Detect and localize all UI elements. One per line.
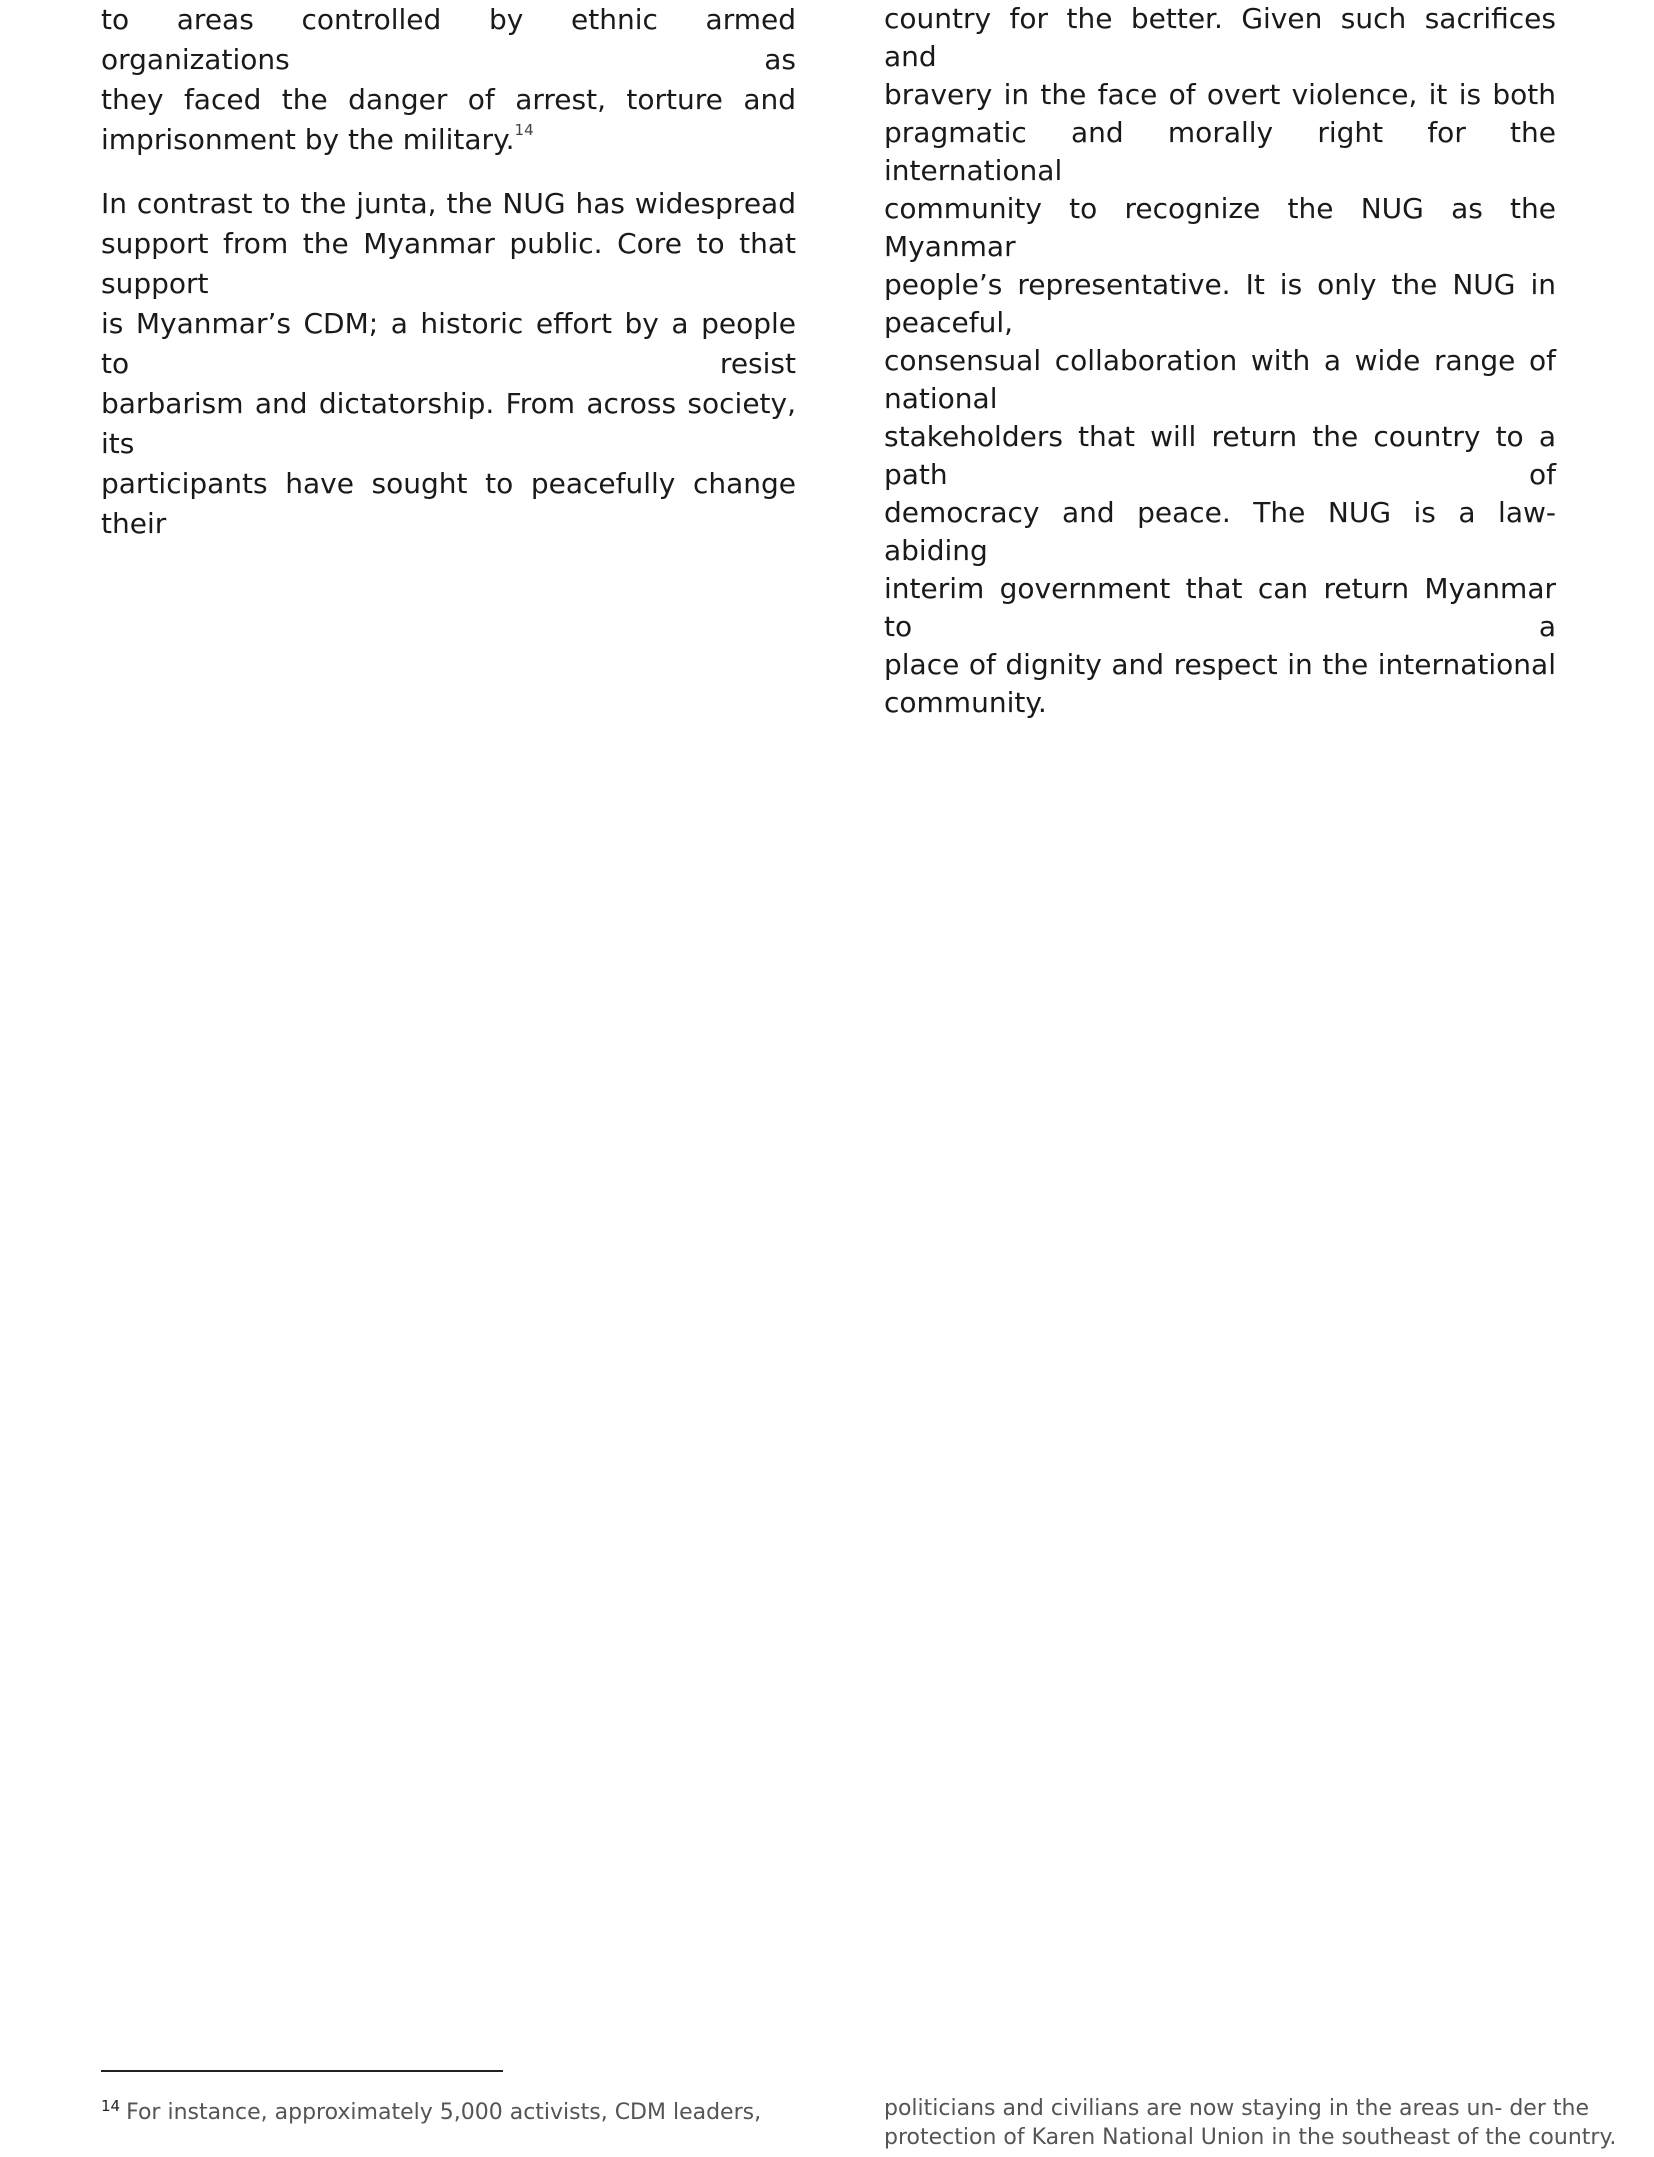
text-line: they faced the danger of arrest, torture and [101, 83, 796, 116]
text-line: place of dignity and respect in the international [884, 648, 1556, 681]
text-line: stakeholders that will return the country to a path of [884, 420, 1556, 491]
left-text-column [101, 0, 796, 568]
footnote-text: For instance, approximately 5,000 activists, CDM leaders, [126, 2100, 762, 2125]
text-line: support from the Myanmar public. Core to that support [101, 227, 796, 300]
text-line-with-footnote [101, 120, 796, 160]
text-line: to areas controlled by ethnic armed organizations as [101, 3, 796, 76]
footnote-14-left [101, 2098, 801, 2127]
right-paragraph-1 [884, 0, 1556, 722]
text-line: democracy and peace. The NUG is a law-abiding [884, 496, 1556, 567]
text-line: participants have sought to peacefully change their [101, 467, 796, 540]
text-line: barbarism and dictatorship. From across society, its [101, 387, 796, 460]
footnote-text-line: protection of Karen National Union in the southeast of the country. [884, 2125, 1617, 2150]
text-line: community. [884, 686, 1047, 719]
text-line: country for the better. Given such sacrifices and [884, 2, 1556, 73]
footnote-separator [101, 2070, 503, 2072]
footnote-number: 14 [101, 2096, 121, 2115]
text-line: interim government that can return Myanmar to a [884, 572, 1556, 643]
text-line: bravery in the face of overt violence, it is both [884, 78, 1556, 111]
footnote-reference-14[interactable]: 14 [514, 120, 534, 139]
text-line: imprisonment by the military. [101, 123, 515, 156]
right-text-column [884, 0, 1556, 746]
text-line: community to recognize the NUG as the Myanmar [884, 192, 1556, 263]
text-line: In contrast to the junta, the NUG has widespread [101, 187, 796, 220]
footnote-14-right [884, 2094, 1617, 2152]
text-line: consensual collaboration with a wide range of national [884, 344, 1556, 415]
footnote-text-line: politicians and civilians are now staying in the areas un- der the [884, 2096, 1589, 2121]
text-line: pragmatic and morally right for the international [884, 116, 1556, 187]
left-paragraph-1 [101, 0, 796, 160]
left-paragraph-2 [101, 184, 796, 544]
text-line: is Myanmar’s CDM; a historic effort by a people to resist [101, 307, 796, 380]
text-line: people’s representative. It is only the NUG in peaceful, [884, 268, 1556, 339]
